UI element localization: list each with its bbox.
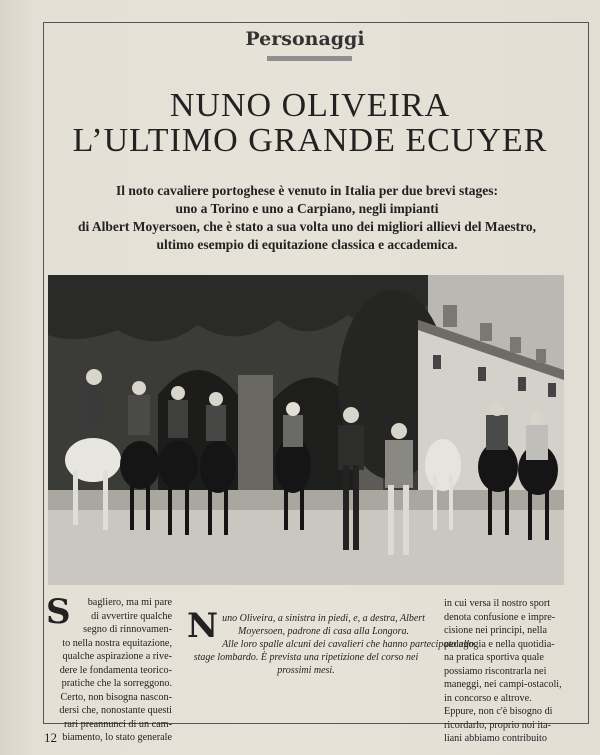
caption-line: uno Oliveira, a sinistra in piedi, e, a destra, Albert: [222, 613, 425, 624]
body-line: qualche aspirazione a rive-: [62, 651, 172, 662]
body-column-left: [46, 592, 172, 745]
body-column-right: [444, 597, 564, 746]
body-line: possiamo riscontrarla nei: [444, 665, 547, 677]
page-number: 12: [44, 730, 57, 745]
lead-line: di Albert Moyersoen, che è stato a sua volta uno dei migliori allievi del Maestro,: [78, 219, 536, 234]
caption-line: stage lombardo. È prevista una ripetizione del corso nei: [193, 652, 419, 663]
body-line: pratiche che la sorreggono.: [61, 678, 172, 689]
body-line: in concorso e altrove.: [444, 692, 532, 704]
body-line: na pratica sportiva quale: [444, 652, 544, 663]
body-line: segno di rinnovamen-: [83, 624, 172, 635]
body-line: pedagogia e nella quotidia-: [444, 638, 555, 650]
section-label: Personaggi: [245, 28, 365, 50]
lead-line: ultimo esempio di equitazione classica e accademica.: [156, 237, 458, 252]
article-title: [40, 88, 580, 158]
body-line: rari preannunci di un cam-: [63, 718, 172, 730]
caption-dropcap: N: [187, 606, 219, 646]
body-line: in cui versa il nostro sport: [444, 598, 551, 609]
body-line: Certo, non bisogna nascon-: [60, 691, 172, 703]
body-line: dere le fondamenta teorico-: [59, 664, 172, 676]
body-line: ricordarlo, proprio noi ita-: [444, 719, 551, 731]
section-underline: [267, 56, 352, 61]
dropcap: S: [46, 592, 71, 632]
lead-line: uno a Torino e uno a Carpiano, negli impianti: [175, 201, 439, 216]
photo-illustration: [48, 275, 564, 585]
body-line: di avvertire qualche: [91, 610, 172, 622]
body-line: to nella nostra equitazione,: [62, 637, 172, 649]
body-line: biamento, lo stato generale: [62, 732, 172, 743]
group-photo: [48, 275, 564, 585]
body-line: denota confusione e impre-: [444, 611, 556, 623]
body-line: cisione nei principi, nella: [444, 625, 547, 636]
caption-line: Alle loro spalle alcuni dei cavalieri che hanno partecipato allo: [222, 639, 475, 650]
title-line: L’ULTIMO GRANDE ECUYER: [72, 122, 548, 159]
body-line: Eppure, non c'è bisogno di: [444, 706, 553, 717]
body-line: bagliero, ma mi pare: [87, 597, 172, 608]
photo-caption: [187, 606, 475, 677]
body-line: dersi che, nonostante questi: [59, 705, 172, 716]
lead-line: Il noto cavaliere portoghese è venuto in Italia per due brevi stages:: [115, 183, 499, 198]
caption-line: prossimi mesi.: [277, 665, 335, 676]
title-line: NUNO OLIVEIRA: [169, 87, 451, 124]
body-line: maneggi, nei campi-ostacoli,: [444, 679, 562, 690]
caption-line: Moyersoen, padrone di casa alla Longora.: [238, 626, 410, 637]
body-line: liani abbiamo contribuito: [444, 733, 547, 744]
article-lead: [68, 182, 546, 254]
